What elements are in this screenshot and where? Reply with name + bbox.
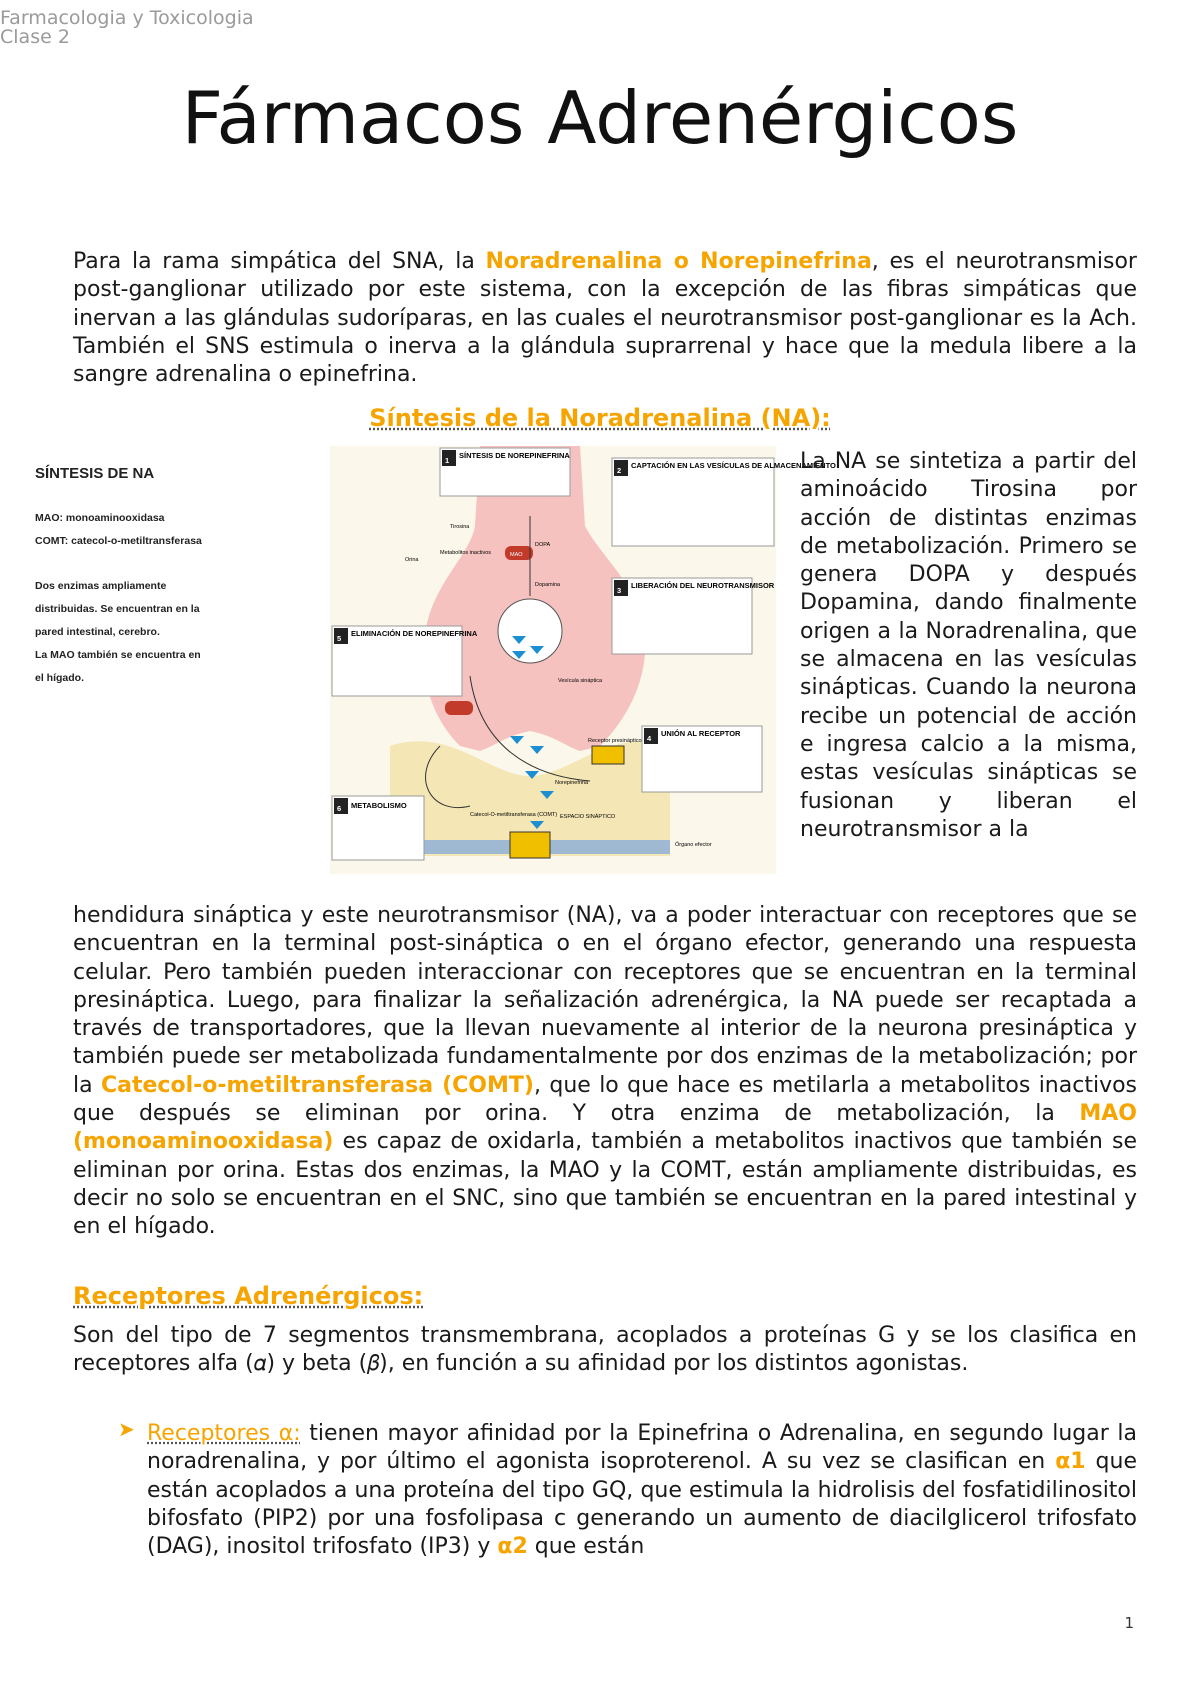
sidebar-mao: MAO: monoaminooxidasa <box>35 512 165 524</box>
svg-text:Tirosina: Tirosina <box>450 524 470 530</box>
svg-text:5: 5 <box>337 634 342 643</box>
page-number: 1 <box>1124 1614 1134 1632</box>
mao-highlight: MAO (monoaminooxidasa) <box>73 1101 1137 1155</box>
svg-text:Receptor presináptico: Receptor presináptico <box>588 738 642 744</box>
arrow-bullet-icon: ➤ <box>118 1417 135 1441</box>
svg-text:4: 4 <box>647 734 652 743</box>
sidebar-note: pared intestinal, cerebro. <box>35 626 160 638</box>
svg-text:LIBERACIÓN DEL NEUROTRANSMISOR: LIBERACIÓN DEL NEUROTRANSMISOR <box>631 581 775 590</box>
sidebar-note: La MAO también se encuentra en <box>35 649 201 661</box>
document-header <box>0 6 254 50</box>
svg-text:Órgano efector: Órgano efector <box>675 842 712 848</box>
synaptic-vesicle <box>498 599 562 663</box>
alpha-receptors-paragraph: Receptores α: tienen mayor afinidad por la Epinefrina o Adrenalina, en segundo lugar la noradrenalina, y por último el agonista isoproterenol. A su vez se clasifican en α1 que están acoplados a una proteína del tipo GQ, que estimula la hidrolisis del fosfatidilinositol bifosfato (PIP2) por una fosfolipasa c generando un aumento de diacilglicerol trifosfato (DAG), inositol trifosfato (IP3) y α2 que están <box>147 1421 1137 1560</box>
svg-text:Vesícula sináptica: Vesícula sináptica <box>558 678 603 684</box>
receptor-shape <box>510 832 550 858</box>
svg-text:UNIÓN AL RECEPTOR: UNIÓN AL RECEPTOR <box>661 729 741 738</box>
svg-text:3: 3 <box>617 586 622 595</box>
norepinephrine-synthesis-figure <box>330 446 836 874</box>
synapse-diagram <box>330 446 836 874</box>
sidebar-note: Dos enzimas ampliamente <box>35 580 167 592</box>
class-label: Clase 2 <box>0 26 70 48</box>
intro-paragraph: Para la rama simpática del SNA, la Noradrenalina o Norepinefrina, es el neurotransmisor post-ganglionar utilizado por este sistema, con la excepción de las fibras simpáticas que inervan a las glándulas sudoríparas, en las cuales el neurotransmisor post-ganglionar es la Ach. También el SNS estimula o inerva a la glándula suprarrenal y hace que la medula libere a la sangre adrenalina o epinefrina. <box>73 249 1137 388</box>
synthesis-section-title: Síntesis de la Noradrenalina (NA): <box>369 404 831 432</box>
step-box <box>642 726 762 792</box>
svg-text:Metabolitos inactivos: Metabolitos inactivos <box>440 550 492 556</box>
step-box <box>440 448 570 496</box>
svg-text:ELIMINACIÓN DE NOREPINEFRINA: ELIMINACIÓN DE NOREPINEFRINA <box>351 629 478 638</box>
svg-text:Dopamina: Dopamina <box>535 582 561 588</box>
receptors-intro-paragraph: Son del tipo de 7 segmentos transmembrana, acoplados a proteínas G y se los clasifica en receptores alfa (𝛼) y beta (𝛽), en función a su afinidad por los distintos agonistas. <box>73 1323 1137 1377</box>
svg-text:Catecol-O-metiltransferasa (CO: Catecol-O-metiltransferasa (COMT) <box>470 812 558 818</box>
step-box <box>332 626 478 696</box>
svg-text:ESPACIO SINÁPTICO: ESPACIO SINÁPTICO <box>560 814 616 820</box>
sidebar-heading: SÍNTESIS DE NA <box>35 465 155 482</box>
svg-text:METABOLISMO: METABOLISMO <box>351 801 407 810</box>
svg-text:DOPA: DOPA <box>535 542 551 548</box>
presynaptic-receptor <box>592 746 624 764</box>
step-box <box>612 578 775 654</box>
svg-text:1: 1 <box>445 456 450 465</box>
sidebar-comt: COMT: catecol-o-metiltransferasa <box>35 535 202 547</box>
svg-text:SÍNTESIS DE NOREPINEFRINA: SÍNTESIS DE NOREPINEFRINA <box>459 451 570 460</box>
synthesis-continuation-paragraph: hendidura sináptica y este neurotransmisor (NA), va a poder interactuar con receptores que se encuentran en la terminal post-sináptica o en el órgano efector, generando una respuesta celular. Pero también pueden interaccionar con receptores que se encuentran en la terminal presináptica. Luego, para finalizar la señalización adrenérgica, la NA puede ser recaptada a través de transportadores, que la llevan nuevamente al interior de la neurona presináptica y también puede ser metabolizada fundamentalmente por dos enzimas de la metabolización; por la Catecol-o-metiltransferasa (COMT), que lo que hace es metilarla a metabolitos inactivos que después se eliminan por orina. Y otra enzima de metabolización, la MAO (monoaminooxidasa) es capaz de oxidarla, también a metabolitos inactivos que también se eliminan por orina. Estas dos enzimas, la MAO y la COMT, están ampliamente distribuidas, es decir no solo se encuentran en el SNC, sino que también se encuentran en la pared intestinal y en el hígado. <box>73 903 1138 1240</box>
receptors-section-title: Receptores Adrenérgicos: <box>73 1282 424 1310</box>
svg-text:Orina: Orina <box>405 557 419 563</box>
comt-highlight: Catecol-o-metiltransferasa (COMT) <box>101 1072 534 1098</box>
synthesis-paragraph: La NA se sintetiza a partir del aminoácido Tirosina por acción de distintas enzimas de metabolización. Primero se genera DOPA y después Dopamina, dando finalmente origen a la Noradrenalina, que se almacena en las vesículas sinápticas. Cuando la neurona recibe un potencial de acción e ingresa calcio a la misma, estas vesículas sinápticas se fusionan y liberan el neurotransmisor a la <box>800 449 1137 842</box>
sidebar-note: distribuidas. Se encuentran en la <box>35 603 200 615</box>
svg-text:CAPTACIÓN EN LAS VESÍCULAS DE: CAPTACIÓN EN LAS VESÍCULAS DE ALMACENAMIENTO <box>631 461 836 470</box>
sidebar-note: el hígado. <box>35 672 85 684</box>
svg-text:2: 2 <box>617 466 622 475</box>
norepinephrine-highlight: Noradrenalina o Norepinefrina <box>485 249 872 274</box>
svg-text:MAO: MAO <box>510 552 523 558</box>
step-box <box>332 796 424 860</box>
svg-text:Norepinefrina: Norepinefrina <box>555 780 589 786</box>
alpha1-highlight: α1 <box>1055 1449 1086 1475</box>
course-name: Farmacologia y Toxicologia <box>0 7 254 29</box>
figure-sidebar-notes <box>35 462 235 690</box>
mao-enzyme <box>445 701 473 715</box>
svg-text:6: 6 <box>337 804 342 813</box>
alpha-receptors-title: Receptores α: <box>147 1421 301 1446</box>
alpha2-highlight: α2 <box>497 1534 528 1560</box>
page-title: Fármacos Adrenérgicos <box>181 76 1019 160</box>
